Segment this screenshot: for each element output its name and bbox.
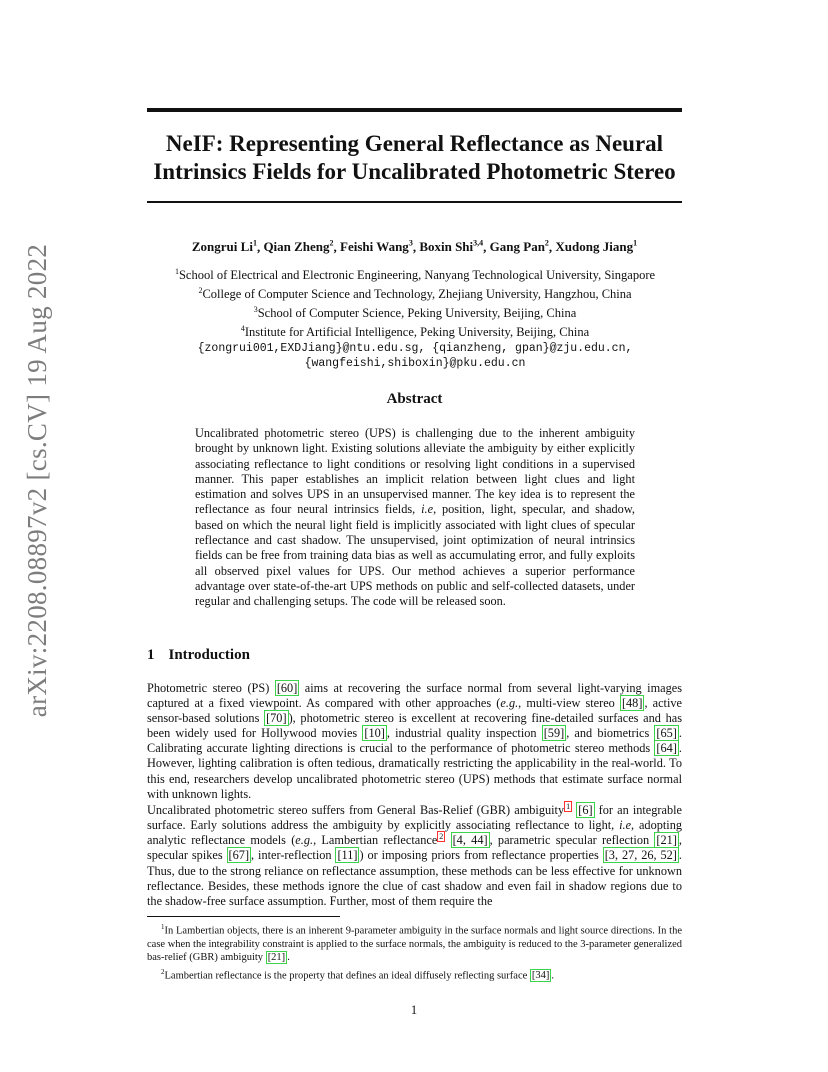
citation-link[interactable]: [48] bbox=[621, 696, 643, 711]
author: Boxin Shi$^{3,4}$ bbox=[419, 239, 484, 255]
affiliations bbox=[120, 264, 710, 371]
citation-link[interactable]: [67] bbox=[228, 848, 250, 863]
citation-link[interactable]: [59] bbox=[543, 726, 565, 741]
affiliation: $^3$School of Computer Science, Peking University, Beijing, China bbox=[253, 305, 577, 321]
citation-link[interactable]: [11] bbox=[337, 848, 358, 863]
title-bottom-rule bbox=[147, 201, 682, 203]
title-top-rule bbox=[147, 108, 682, 112]
footnote-link[interactable]: 1 bbox=[566, 802, 571, 811]
affiliation: $^4$Institute for Artificial Intelligence, Peking University, Beijing, China bbox=[240, 324, 590, 340]
citation-link[interactable]: [64] bbox=[656, 741, 677, 756]
title-line-1: NeIF: Representing General Reflectance as Neural bbox=[165, 131, 664, 156]
affiliation: $^2$College of Computer Science and Technology, Zhejiang University, Hangzhou, China bbox=[198, 286, 632, 302]
paper-title bbox=[147, 130, 682, 186]
email-line: {zongrui001,EXDJiang}@ntu.edu.sg, {qianzheng, gpan}@zju.edu.cn, bbox=[197, 341, 633, 355]
citation-link[interactable]: [3, 27, 26, 52] bbox=[604, 848, 677, 863]
footnotes bbox=[147, 921, 682, 984]
author: Qian Zheng$^2$ bbox=[263, 239, 334, 255]
section-number: 1 bbox=[147, 647, 155, 663]
citation-link[interactable]: [70] bbox=[266, 711, 287, 726]
email-line: {wangfeishi,shiboxin}@pku.edu.cn bbox=[304, 356, 526, 370]
title-line-2: Intrinsics Fields for Uncalibrated Photometric Stereo bbox=[153, 159, 676, 184]
page-number: 1 bbox=[410, 1003, 418, 1017]
arxiv-id-text: arXiv:2208.08897v2 [cs.CV] 19 Aug 2022 bbox=[22, 243, 53, 717]
citation-link[interactable]: [10] bbox=[364, 726, 385, 741]
affiliation: $^1$School of Electrical and Electronic Engineering, Nanyang Technological University, Singapore bbox=[174, 267, 656, 283]
section-heading bbox=[147, 647, 250, 664]
citation-link[interactable]: [21] bbox=[267, 951, 286, 963]
footnote: $^2$Lambertian reflectance is the property that defines an ideal diffusely reflecting surface [34] . bbox=[161, 967, 555, 981]
citation-link[interactable]: [6] bbox=[578, 803, 593, 818]
footnote: $^1$In Lambertian objects, there is an inherent 9-parameter ambiguity in the surface normals and light source directions. In the case when the integrability constraint is applied to the surface normals, the ambiguity is reduced to the 3-parameter generalized bas-relief (GBR) ambiguity [21] . bbox=[147, 923, 683, 963]
author: Feishi Wang$^3$ bbox=[340, 239, 413, 255]
citation-link[interactable]: [60] bbox=[276, 681, 298, 695]
author: Xudong Jiang$^1$ bbox=[555, 239, 638, 255]
citation-link[interactable]: [34] bbox=[531, 970, 550, 981]
footnote-link[interactable]: 2 bbox=[439, 832, 444, 842]
author: Zongrui Li$^1$ bbox=[191, 239, 257, 255]
section-title: Introduction bbox=[168, 647, 250, 663]
abstract-heading: Abstract bbox=[386, 391, 443, 407]
citation-link[interactable]: [65] bbox=[656, 726, 677, 741]
author: Gang Pan$^2$ bbox=[489, 239, 549, 255]
author-list: Zongrui Li$^1$, Qian Zheng$^2$, Feishi Wang$^3$, Boxin Shi$^{3,4}$, Gang Pan$^2$, Xudong Jiang$^1$ bbox=[191, 239, 638, 255]
arxiv-identifier bbox=[18, 243, 58, 717]
intro-paragraph-1: Photometric stereo (PS) [60] aims at recovering the surface normal from several light-varying images captured at a fixed viewpoint. As compared with other approaches (e.g., multi-view stereo [48] , active sensor-based solutions [70] ), photometric stereo is excellent at recovering fine-detailed surfaces and has been widely used for Hollywood movies [10] , industrial quality inspection [59] , and biometrics [65] . Calibrating accurate lighting directions is crucial to the performance of photometric stereo methods [64] . However, lighting calibration is often tedious, dramatically restricting the applicability in the real-world. To this end, researchers develop uncalibrated photometric stereo (UPS) methods that estimate surface normal with unknown lights. bbox=[147, 681, 682, 801]
footnote-rule bbox=[147, 916, 340, 917]
citation-link[interactable]: [4, 44] bbox=[452, 833, 488, 848]
intro-paragraph-2: Uncalibrated photometric stereo suffers from General Bas-Relief (GBR) ambiguity $^1$ [6] for an integrable surface. Early solutions address the ambiguity by explicitly associating reflectance to light, i.e, adopting analytic reflectance models (e.g., Lambertian reflectance $^2$ [4, 44] , parametric specular reflection [21] , specular spikes [67] , inter-reflection [11] ) or imposing priors from reflectance properties [3, 27, 26, 52] . Thus, due to the strong reliance on reflectance assumption, these methods can be less effective for unknown reflectance. Besides, these methods ignore the clue of cast shadow and even fail in shadow regions due to the shadow-free surface assumption. Further, most of them require the bbox=[147, 802, 682, 908]
abstract-body: Uncalibrated photometric stereo (UPS) is challenging due to the inherent ambiguity brought by unknown light. Existing solutions alleviate the ambiguity by either explicitly associating reflectance to light conditions or resolving light conditions in a supervised manner. This paper establishes an implicit relation between light clues and light estimation and solves UPS in an unsupervised manner. The key idea is to represent the reflectance as four neural intrinsics fields, i.e, position, light, specular, and shadow, based on which the neural light field is implicitly associated with light clues of specular reflectance and cast shadow. The unsupervised, joint optimization of neural intrinsics fields can be free from training data bias as well as accumulating error, and fully exploits all observed pixel values for UPS. Our method achieves a superior performance advantage over state-of-the-art UPS methods on public and self-collected datasets, under regular and challenging setups. The code will be released soon. bbox=[195, 426, 635, 609]
citation-link[interactable]: [21] bbox=[656, 833, 677, 848]
